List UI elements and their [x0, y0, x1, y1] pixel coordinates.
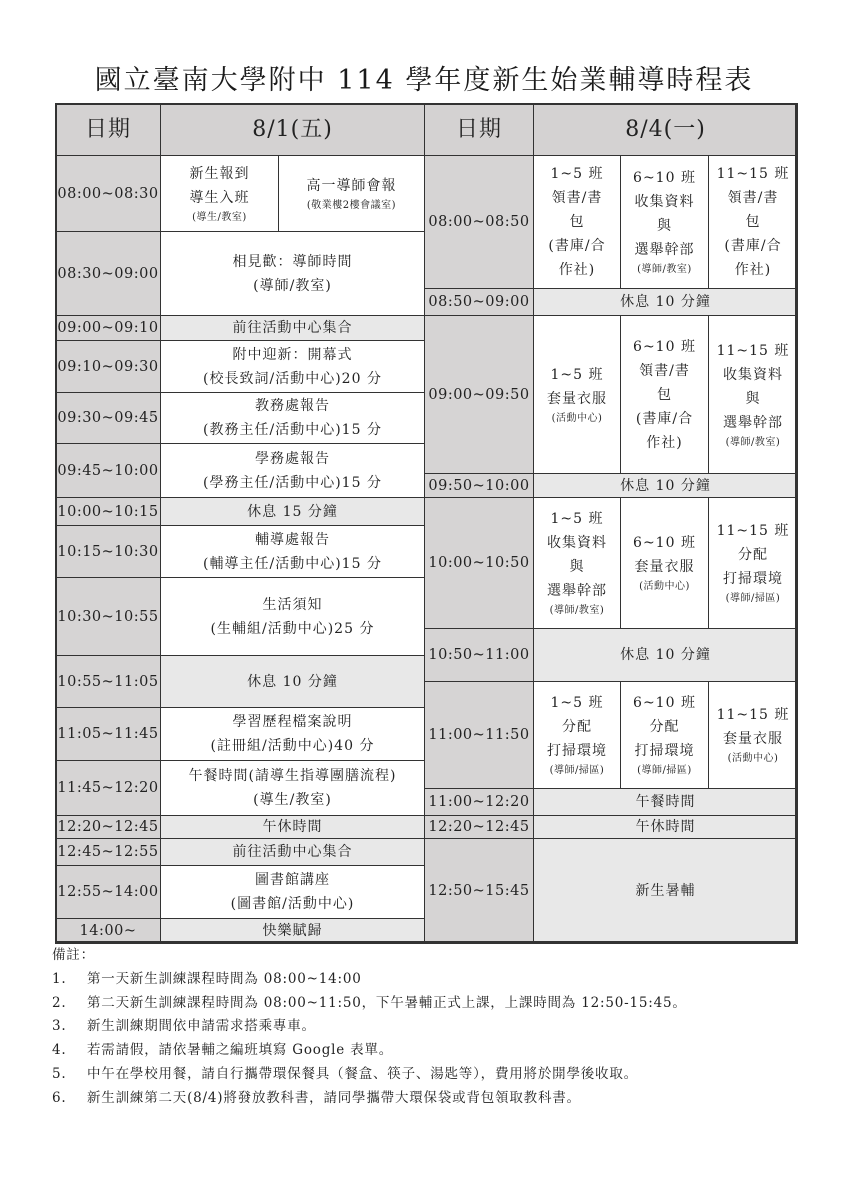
- page-title: 國立臺南大學附中 114 學年度新生始業輔導時程表: [94, 65, 754, 96]
- activity-location: (敬業樓2樓會議室): [306, 199, 397, 211]
- activity-line: 6~10 班: [633, 535, 696, 551]
- time-cell-day1: [55, 525, 161, 578]
- activity-location: (導生/教室): [192, 211, 247, 223]
- time-cell-day2: [424, 681, 534, 789]
- activity-line: 作社): [646, 434, 683, 451]
- activity-line: (生輔組/活動中心)25 分: [210, 620, 375, 637]
- activity-line: 午休時間: [635, 819, 696, 835]
- activity-line: 學務處報告: [255, 450, 330, 467]
- activity-location: (活動中心): [551, 412, 603, 424]
- activity-cell: [160, 655, 425, 708]
- activity-line: 6~10 班: [633, 170, 696, 186]
- activity-line: 高一導師會報: [306, 177, 397, 194]
- class-group-cell: [708, 155, 798, 289]
- note-item: [52, 992, 687, 1016]
- activity-location: (活動中心): [727, 753, 779, 764]
- time-cell-day1: [55, 497, 161, 526]
- activity-cell: [160, 525, 425, 578]
- activity-line: (教務主任/活動中心)15 分: [203, 422, 382, 438]
- activity-location: (導師/掃區): [637, 765, 692, 776]
- date-label: 日期: [455, 116, 502, 142]
- activity-line: 與: [745, 390, 761, 407]
- class-group-cell: [533, 315, 621, 474]
- activity-line: (書庫/合: [724, 238, 782, 254]
- activity-line: 午休時間: [262, 819, 323, 835]
- activity-line: 休息 10 分鐘: [620, 294, 711, 310]
- time-label: 10:15~10:30: [57, 543, 159, 560]
- activity-line: 1~5 班: [550, 695, 604, 711]
- time-cell-day2: [424, 838, 534, 944]
- activity-location: (導師/掃區): [725, 593, 781, 604]
- activity-line: 6~10 班: [633, 338, 696, 355]
- time-label: 09:00~09:50: [428, 386, 530, 403]
- activity-cell: [160, 838, 425, 866]
- time-label: 09:45~10:00: [57, 462, 159, 479]
- activity-line: (圖書館/活動中心): [230, 896, 355, 912]
- activity-line: 打掃環境: [723, 571, 783, 587]
- activity-cell: [278, 155, 425, 232]
- time-cell-day1: [55, 577, 161, 656]
- notes-section: [52, 944, 687, 1111]
- activity-line: 打掃環境: [634, 743, 695, 759]
- time-label: 10:50~11:00: [428, 647, 530, 663]
- activity-line: (導生/教室): [253, 792, 332, 808]
- activity-line: 作社): [734, 262, 772, 278]
- note-item: [52, 1039, 687, 1063]
- activity-line: 6~10 班: [633, 695, 696, 711]
- time-cell-day1: [55, 155, 161, 232]
- activity-line: 分配: [649, 719, 680, 735]
- class-group-cell: [708, 497, 798, 629]
- activity-line: 休息 10 分鐘: [620, 647, 711, 663]
- activity-cell: [160, 231, 425, 316]
- activity-cell: [160, 707, 425, 761]
- activity-location: (活動中心): [639, 581, 690, 592]
- note-text: 第二天新生訓練課程時間為 08:00~11:50，下午暑輔正式上課，上課時間為 12:50-15:45。: [87, 994, 687, 1011]
- activity-cell: [533, 815, 798, 839]
- time-cell-day1: [55, 918, 161, 944]
- activity-line: 1~5 班: [550, 511, 604, 527]
- activity-line: 新生報到: [189, 165, 250, 182]
- activity-cell: [160, 918, 425, 944]
- time-label: 14:00~: [79, 923, 137, 939]
- note-number: 3.: [52, 1018, 67, 1035]
- activity-line: 1~5 班: [550, 366, 604, 383]
- activity-cell: [160, 815, 425, 839]
- activity-line: 輔導處報告: [255, 531, 330, 548]
- class-group-cell: [533, 497, 621, 629]
- activity-location: (導師/教室): [637, 264, 692, 275]
- time-label: 09:10~09:30: [57, 358, 159, 375]
- activity-cell: [160, 340, 425, 393]
- time-label: 11:05~11:45: [57, 726, 159, 742]
- activity-line: 包: [745, 214, 761, 230]
- notes-list: [52, 968, 687, 1111]
- activity-line: 1~5 班: [550, 166, 604, 182]
- date-value: 8/4(一): [625, 116, 706, 142]
- activity-line: 休息 15 分鐘: [247, 503, 338, 520]
- time-cell-day1: [55, 392, 161, 444]
- note-number: 2.: [52, 994, 67, 1011]
- header-date-day1: [160, 103, 425, 156]
- activity-line: 套量衣服: [547, 390, 607, 407]
- time-label: 11:45~12:20: [57, 780, 159, 796]
- header-date-label-day1: [55, 103, 161, 156]
- class-group-cell: [708, 315, 798, 474]
- time-cell-day1: [55, 838, 161, 866]
- class-group-cell: [620, 155, 709, 289]
- activity-line: 作社): [558, 262, 596, 278]
- header-date-day2: [533, 103, 798, 156]
- time-cell-day1: [55, 865, 161, 919]
- activity-line: 領書/書: [727, 190, 779, 206]
- activity-line: 相見歡：導師時間: [232, 253, 353, 270]
- activity-cell: [533, 628, 798, 682]
- time-label: 08:00~08:50: [428, 214, 530, 230]
- activity-line: 與: [657, 218, 672, 234]
- time-cell-day1: [55, 760, 161, 816]
- date-value: 8/1(五): [252, 116, 333, 142]
- date-label: 日期: [84, 116, 131, 142]
- activity-line: 導生入班: [189, 189, 250, 206]
- activity-line: 11~15 班: [716, 342, 790, 359]
- activity-line: 套量衣服: [723, 731, 783, 747]
- activity-line: (校長致詞/活動中心)20 分: [203, 370, 382, 387]
- time-label: 10:30~10:55: [57, 608, 159, 625]
- activity-line: 休息 10 分鐘: [247, 673, 338, 690]
- activity-location: (導師/教室): [549, 605, 605, 616]
- activity-cell: [160, 577, 425, 656]
- time-cell-day2: [424, 155, 534, 289]
- time-label: 09:50~10:00: [428, 477, 530, 494]
- time-cell-day2: [424, 815, 534, 839]
- class-group-cell: [533, 681, 621, 789]
- activity-line: 選舉幹部: [547, 583, 607, 599]
- time-cell-day2: [424, 288, 534, 316]
- note-number: 6.: [52, 1089, 67, 1106]
- note-item: [52, 1015, 687, 1039]
- activity-line: 分配: [562, 719, 592, 735]
- activity-cell: [533, 838, 798, 944]
- note-item: [52, 1063, 687, 1087]
- activity-line: 11~15 班: [716, 166, 790, 182]
- activity-line: 選舉幹部: [634, 242, 695, 258]
- time-label: 09:30~09:45: [57, 410, 159, 426]
- activity-line: 套量衣服: [634, 559, 695, 575]
- time-label: 10:00~10:15: [57, 503, 159, 520]
- activity-cell: [160, 497, 425, 526]
- header-date-label-day2: [424, 103, 534, 156]
- note-text: 中午在學校用餐，請自行攜帶環保餐具（餐盒、筷子、湯匙等），費用將於開學後收取。: [87, 1065, 638, 1082]
- note-number: 1.: [52, 970, 67, 987]
- activity-line: (書庫/合: [548, 238, 606, 254]
- time-cell-day1: [55, 315, 161, 341]
- class-group-cell: [620, 497, 709, 629]
- time-label: 09:00~09:10: [57, 320, 159, 336]
- activity-location: (導師/掃區): [549, 765, 605, 776]
- note-text: 第一天新生訓練課程時間為 08:00~14:00: [87, 970, 362, 987]
- time-cell-day2: [424, 497, 534, 629]
- time-cell-day2: [424, 473, 534, 498]
- activity-cell: [533, 788, 798, 816]
- activity-cell: [533, 288, 798, 316]
- time-cell-day2: [424, 315, 534, 474]
- time-cell-day1: [55, 443, 161, 498]
- activity-line: 收集資料: [547, 535, 607, 551]
- time-label: 11:00~11:50: [428, 727, 530, 743]
- activity-line: 包: [657, 386, 672, 403]
- activity-cell: [160, 155, 279, 232]
- activity-line: 附中迎新：開幕式: [232, 346, 353, 363]
- time-label: 10:00~10:50: [428, 555, 530, 571]
- activity-cell: [533, 473, 798, 498]
- activity-line: 包: [569, 214, 585, 230]
- activity-line: (書庫/合: [635, 410, 694, 427]
- time-cell-day1: [55, 340, 161, 393]
- activity-line: 分配: [738, 547, 768, 563]
- notes-heading: 備註：: [52, 947, 95, 963]
- time-cell-day1: [55, 707, 161, 761]
- note-text: 若需請假，請依暑輔之編班填寫 Google 表單。: [87, 1042, 394, 1059]
- note-item: [52, 1087, 687, 1111]
- time-label: 10:55~11:05: [57, 673, 159, 690]
- activity-line: 11~15 班: [716, 707, 790, 723]
- activity-line: 打掃環境: [547, 743, 607, 759]
- activity-line: 前往活動中心集合: [232, 320, 353, 336]
- activity-cell: [160, 443, 425, 498]
- class-group-cell: [620, 315, 709, 474]
- time-label: 08:50~09:00: [428, 294, 530, 310]
- time-cell-day2: [424, 788, 534, 816]
- activity-line: 收集資料: [634, 194, 695, 210]
- activity-line: (導師/教室): [253, 277, 332, 294]
- activity-line: 11~15 班: [716, 523, 790, 539]
- activity-cell: [160, 865, 425, 919]
- time-label: 12:50~15:45: [428, 883, 530, 899]
- activity-line: (學務主任/活動中心)15 分: [203, 474, 382, 491]
- note-item: [52, 968, 687, 992]
- activity-line: (輔導主任/活動中心)15 分: [203, 555, 382, 572]
- activity-line: 領書/書: [551, 190, 603, 206]
- note-text: 新生訓練第二天(8/4)將發放教科書，請同學攜帶大環保袋或背包領取教科書。: [87, 1089, 581, 1106]
- time-label: 08:00~08:30: [57, 185, 159, 202]
- time-cell-day1: [55, 231, 161, 316]
- activity-line: 快樂賦歸: [262, 923, 323, 939]
- activity-line: 收集資料: [723, 366, 783, 383]
- time-cell-day2: [424, 628, 534, 682]
- activity-line: 圖書館講座: [255, 872, 330, 888]
- time-label: 08:30~09:00: [57, 265, 159, 282]
- activity-line: 領書/書: [639, 362, 690, 379]
- activity-line: 午餐時間: [635, 794, 696, 810]
- note-text: 新生訓練期間依申請需求搭乘專車。: [87, 1018, 316, 1035]
- activity-cell: [160, 315, 425, 341]
- class-group-cell: [620, 681, 709, 789]
- activity-line: 前往活動中心集合: [232, 844, 353, 860]
- activity-line: 選舉幹部: [723, 414, 783, 431]
- time-label: 12:55~14:00: [57, 884, 159, 900]
- note-number: 4.: [52, 1042, 67, 1059]
- time-label: 12:20~12:45: [428, 819, 530, 835]
- activity-cell: [160, 760, 425, 816]
- activity-line: 教務處報告: [255, 398, 330, 414]
- class-group-cell: [533, 155, 621, 289]
- activity-line: 新生暑輔: [635, 883, 696, 899]
- activity-line: 午餐時間(請導生指導團膳流程): [188, 768, 397, 784]
- activity-line: 休息 10 分鐘: [620, 477, 711, 494]
- time-cell-day1: [55, 815, 161, 839]
- activity-line: 與: [569, 559, 585, 575]
- time-cell-day1: [55, 655, 161, 708]
- time-label: 11:00~12:20: [428, 794, 530, 810]
- activity-cell: [160, 392, 425, 444]
- time-label: 12:20~12:45: [57, 819, 159, 835]
- activity-location: (導師/教室): [725, 436, 781, 448]
- note-number: 5.: [52, 1065, 67, 1082]
- activity-line: (註冊組/活動中心)40 分: [210, 738, 375, 754]
- class-group-cell: [708, 681, 798, 789]
- activity-line: 生活須知: [262, 596, 323, 613]
- activity-line: 學習歷程檔案說明: [232, 714, 353, 730]
- time-label: 12:45~12:55: [57, 844, 159, 860]
